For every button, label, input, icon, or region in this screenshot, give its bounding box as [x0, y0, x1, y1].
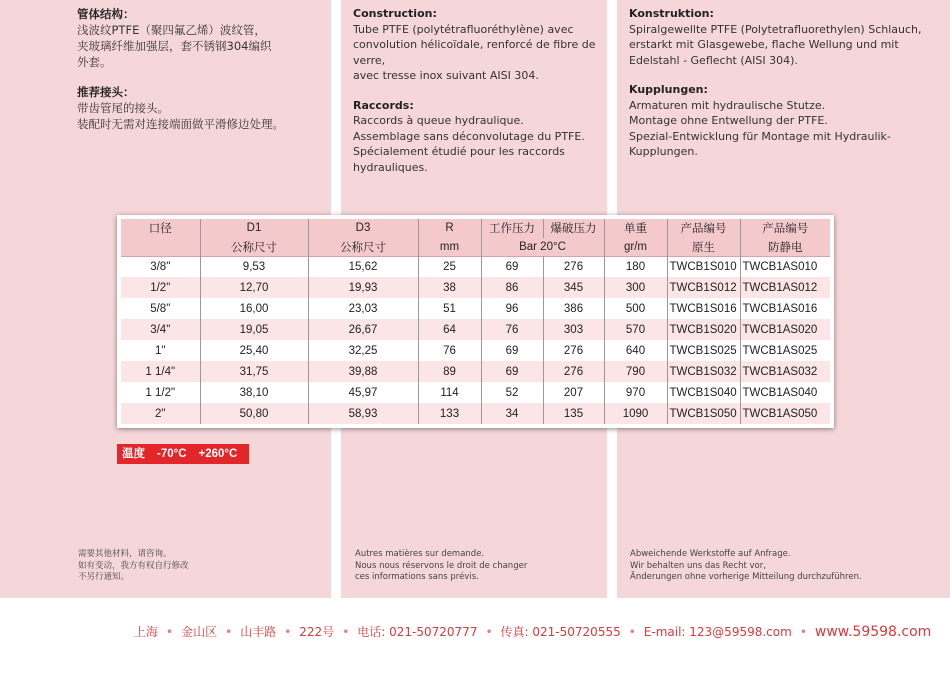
note-line: Wir behalten uns das Recht vor,	[630, 560, 766, 571]
separator-dot-icon: •	[225, 625, 233, 639]
zh-fittings-heading: 推荐接头：	[77, 85, 135, 99]
table-cell: TWCB1S012	[667, 277, 740, 298]
separator-dot-icon: •	[342, 625, 350, 639]
header-cell: R	[418, 219, 481, 238]
footer-fax: 021-50720555	[532, 625, 621, 639]
table-cell: TWCB1S050	[667, 403, 740, 424]
table-cell: TWCB1S010	[667, 256, 740, 277]
table-cell: TWCB1AS025	[742, 344, 818, 357]
table-cell: 19,05	[200, 319, 308, 340]
separator-dot-icon: •	[284, 625, 292, 639]
table-cell: 3/4"	[121, 319, 200, 340]
table-cell: TWCB1AS012	[740, 277, 830, 298]
temperature-badge	[117, 444, 249, 464]
table-cell: 1 1/4"	[121, 361, 200, 382]
table-cell: 12,70	[200, 277, 308, 298]
header-cell: 口径	[121, 219, 200, 238]
footer-phone-label: 电话:	[357, 625, 386, 639]
table-cell: 790	[604, 361, 667, 382]
fr-fittings-line: Assemblage sans déconvolutage du PTFE.	[353, 129, 585, 143]
de-fittings-line: Kupplungen.	[629, 145, 698, 158]
header-cell: 工作压力	[481, 219, 543, 238]
header-cell: D3	[308, 219, 418, 238]
subheader-cell: 公称尺寸	[200, 238, 308, 257]
subheader-cell: 原生	[667, 238, 740, 257]
temperature-min: -70°C	[157, 448, 187, 460]
note-line: ces informations sans prévis.	[355, 572, 479, 582]
header-cell: D1	[200, 219, 308, 238]
table-cell: 303	[543, 319, 604, 340]
header-cell: 单重	[604, 219, 667, 238]
chinese-description	[77, 6, 317, 132]
de-construction-line: erstarkt mit Glasgewebe, flache Wellung und mit	[629, 38, 899, 51]
table-cell: 25,40	[200, 340, 308, 361]
note-line: Autres matières sur demande.	[355, 549, 485, 559]
fr-fittings-heading: Raccords:	[353, 98, 414, 112]
table-cell: TWCB1AS020	[740, 319, 830, 340]
footer-fax-label: 传真:	[500, 625, 529, 639]
note-line: 不另行通知。	[78, 572, 130, 582]
fr-fittings-line: hydrauliques.	[353, 160, 428, 174]
footer-road: 山丰路	[240, 625, 277, 639]
note-line: Änderungen ohne vorherige Mitteilung durchzuführen.	[630, 572, 862, 582]
german-description	[629, 6, 929, 160]
french-note	[355, 549, 527, 584]
table-row	[121, 277, 830, 298]
table-cell: 133	[418, 403, 481, 424]
table-cell: 89	[418, 361, 481, 382]
table-cell: 23,03	[308, 298, 418, 319]
table-cell: 640	[604, 340, 667, 361]
table-cell: TWCB1S040	[667, 382, 740, 403]
table-header-row	[121, 219, 830, 238]
table-cell: 135	[543, 403, 604, 424]
table-cell: TWCB1AS016	[742, 302, 818, 315]
table-cell: 1/2"	[121, 277, 200, 298]
table-cell: TWCB1S016	[667, 298, 740, 319]
header-cell: 产品编号	[667, 219, 740, 238]
fr-construction-line: Tube PTFE (polytétrafluoréthylène) avec	[353, 22, 574, 36]
table-cell: TWCB1S025	[667, 340, 740, 361]
table-row	[121, 340, 830, 361]
note-line: 需要其他材料，请咨询。	[78, 549, 172, 559]
table-cell: 970	[604, 382, 667, 403]
table-cell: 1090	[604, 403, 667, 424]
temperature-max: +260°C	[198, 448, 238, 460]
fr-fittings-line: Raccords à queue hydraulique.	[353, 114, 524, 127]
fr-construction-line: avec tresse inox suivant AISI 304.	[353, 69, 539, 82]
table-cell: 38,10	[200, 382, 308, 403]
fr-construction-line: convolution hélicoïdale, renforcé de fibre de verre,	[353, 38, 596, 67]
de-fittings-line: Spezial-Entwicklung für Montage mit Hydraulik-	[629, 129, 891, 143]
french-description	[353, 6, 603, 175]
subheader-cell: 公称尺寸	[308, 238, 418, 257]
table-cell: 207	[543, 382, 604, 403]
table-cell: 45,97	[308, 382, 418, 403]
subheader-cell: Bar 20°C	[481, 238, 604, 257]
separator-dot-icon: •	[799, 625, 807, 639]
table-cell: 31,75	[200, 361, 308, 382]
table-cell: 58,93	[308, 403, 418, 424]
table-cell: 9,53	[200, 256, 308, 277]
table-cell: 26,67	[308, 319, 418, 340]
de-construction-heading: Konstruktion:	[629, 7, 714, 20]
table-row	[121, 319, 830, 340]
table-row	[121, 403, 830, 424]
zh-construction-line: 夹玻璃纤维加强层，套不锈钢304编织	[77, 39, 272, 53]
table-cell: 16,00	[200, 298, 308, 319]
table-cell: 1 1/2"	[121, 382, 200, 403]
zh-fittings-line: 装配时无需对连接端面做平滑修边处理。	[77, 117, 284, 131]
table-cell: TWCB1AS050	[740, 403, 830, 424]
table-cell: 25	[418, 256, 481, 277]
note-line: Nous nous réservons le droit de changer	[355, 560, 528, 571]
table-cell: 38	[418, 277, 481, 298]
subheader-cell: gr/m	[604, 238, 667, 257]
fr-fittings-line: Spécialement étudié pour les raccords	[353, 145, 565, 158]
spec-table	[121, 219, 830, 424]
footer-district: 金山区	[181, 625, 218, 639]
table-row	[121, 256, 830, 277]
footer-phone: 021-50720777	[389, 625, 478, 639]
table-cell: 114	[418, 382, 481, 403]
table-cell: 180	[604, 256, 667, 277]
table-cell: TWCB1S020	[667, 319, 740, 340]
table-cell: 34	[481, 403, 543, 424]
header-cell: 产品编号	[740, 219, 830, 238]
separator-dot-icon: •	[628, 625, 636, 639]
zh-construction-line: 浅波纹PTFE（聚四氟乙烯）波纹管，	[77, 23, 266, 37]
footer-contact-line	[134, 623, 931, 640]
table-cell: 76	[418, 340, 481, 361]
zh-construction-heading: 管体结构：	[77, 7, 135, 21]
chinese-note	[78, 549, 189, 584]
table-cell: 500	[604, 298, 667, 319]
table-cell: 96	[481, 298, 543, 319]
footer-number: 222号	[299, 625, 335, 639]
table-cell: 76	[481, 319, 543, 340]
table-cell: 570	[604, 319, 667, 340]
footer	[0, 598, 950, 684]
table-cell: 50,80	[200, 403, 308, 424]
table-cell: TWCB1S032	[667, 361, 740, 382]
table-cell: 300	[604, 277, 667, 298]
note-line: 如有变动，我方有权自行修改	[78, 560, 189, 571]
subheader-cell: mm	[418, 238, 481, 257]
table-cell: 3/8"	[121, 256, 200, 277]
de-construction-line: Spiralgewellte PTFE (Polytetrafluorethylen) Schlauch,	[629, 22, 922, 36]
table-cell: 69	[481, 340, 543, 361]
table-cell: 64	[418, 319, 481, 340]
table-cell: 276	[543, 340, 604, 361]
de-fittings-line: Montage ohne Entwellung der PTFE.	[629, 114, 828, 127]
fr-construction-heading: Construction:	[353, 7, 437, 20]
table-cell: 276	[543, 256, 604, 277]
footer-website-link[interactable]: www.59598.com	[814, 624, 932, 640]
header-cell: 爆破压力	[543, 219, 604, 238]
table-cell: 5/8"	[121, 298, 200, 319]
table-cell: 32,25	[308, 340, 418, 361]
table-subheader-row	[121, 238, 830, 257]
de-fittings-line: Armaturen mit hydraulische Stutze.	[629, 98, 826, 112]
table-row	[121, 361, 830, 382]
table-cell: TWCB1AS040	[742, 386, 818, 399]
table-cell: 69	[481, 256, 543, 277]
table-cell: 69	[481, 361, 543, 382]
subheader-cell	[121, 238, 200, 257]
temperature-label: 温度	[122, 448, 145, 460]
zh-fittings-line: 带齿管尾的接头。	[77, 101, 169, 115]
table-cell: 15,62	[308, 256, 418, 277]
note-line: Abweichende Werkstoffe auf Anfrage.	[630, 549, 791, 559]
table-cell: TWCB1AS010	[740, 256, 830, 277]
spec-table-panel	[117, 215, 834, 428]
table-cell: 19,93	[308, 277, 418, 298]
de-fittings-heading: Kupplungen:	[629, 83, 708, 96]
de-construction-line: Edelstahl - Geflecht (AISI 304).	[629, 53, 798, 67]
german-note	[630, 549, 862, 584]
table-cell: TWCB1AS032	[740, 361, 830, 382]
table-cell: 39,88	[308, 361, 418, 382]
table-row	[121, 382, 830, 403]
table-row	[121, 298, 830, 319]
table-cell: 51	[418, 298, 481, 319]
table-cell: 386	[543, 298, 604, 319]
table-cell: 345	[543, 277, 604, 298]
separator-dot-icon: •	[166, 625, 174, 639]
table-cell: 276	[543, 361, 604, 382]
subheader-cell: 防静电	[740, 238, 830, 257]
table-cell: 1"	[121, 340, 200, 361]
footer-city: 上海	[134, 625, 159, 639]
table-cell: 86	[481, 277, 543, 298]
footer-email: E-mail: 123@59598.com	[643, 625, 792, 639]
zh-construction-line: 外套。	[77, 55, 112, 69]
table-cell: 2"	[121, 403, 200, 424]
separator-dot-icon: •	[485, 625, 493, 639]
table-cell: 52	[481, 382, 543, 403]
